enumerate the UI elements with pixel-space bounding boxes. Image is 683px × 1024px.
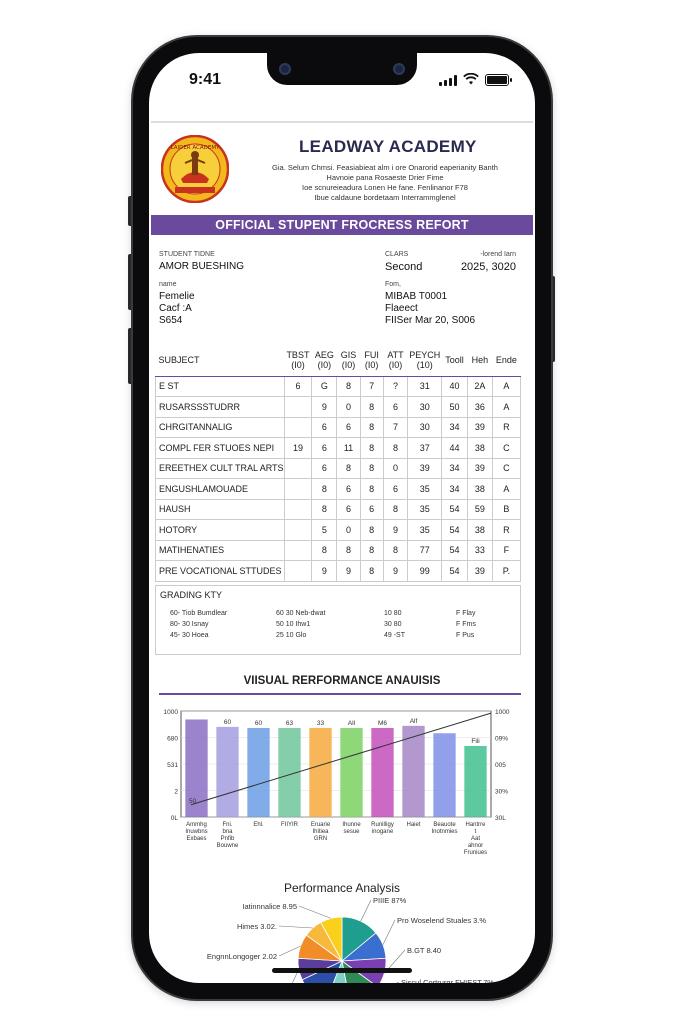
pie-label: Iatinnnalice 8.95 [242, 902, 297, 911]
column-header: ATT (I0) [383, 345, 408, 376]
status-bar [149, 53, 535, 113]
score-cell: 54 [442, 520, 468, 541]
score-cell: 8 [360, 397, 383, 418]
leader-line [279, 946, 301, 956]
y-tick-label: 0L [170, 815, 178, 822]
subject-cell: EREETHEX CULT TRAL ARTS [156, 458, 285, 479]
leader-line [361, 900, 371, 921]
class-value: Second [385, 261, 423, 273]
pie-label: Conneer Caltuel Ar. [223, 982, 289, 991]
wifi-icon [463, 73, 479, 86]
address-line: Ibue caldaune bordetaam Interrammglenel [314, 193, 456, 202]
student-details [159, 279, 195, 327]
phone-frame [133, 37, 551, 1015]
category-label: GRN [313, 836, 328, 842]
y-tick-label: 531 [167, 762, 178, 769]
score-cell: A [492, 479, 520, 500]
y-tick-label: 1000 [163, 709, 178, 716]
score-cell: 38 [467, 438, 492, 459]
leader-line [299, 906, 331, 918]
category-label: Beauote [433, 822, 456, 828]
score-cell: 9 [312, 561, 337, 582]
grading-key [155, 585, 521, 655]
category-label: bna [222, 829, 233, 835]
score-cell: 33 [467, 540, 492, 561]
score-cell: 8 [360, 479, 383, 500]
bar-value-label: M6 [377, 719, 388, 727]
grading-key-entry: F Fms [456, 621, 476, 628]
category-label: sesue [343, 829, 360, 835]
camera-icon [279, 63, 291, 75]
score-cell: C [492, 458, 520, 479]
score-cell: C [492, 438, 520, 459]
student-code: MIBAB T0001 [385, 291, 448, 302]
score-cell: 8 [383, 540, 408, 561]
student-section: Cacf :A [159, 303, 192, 314]
performance-pie-chart: PIIIE 87%Pro Woselend Stuales 3.%B.GT 8.40Siscul Cortrurgr FHIEST.7%Busnse Stuiles 60%09 Chrisian Religuie Stuiies 9.9%Conneer Caltuel Ar.EngnnLongoger 2.02Himes 3.02.Iatinnnalice 8.95 [206, 897, 494, 1015]
column-header: Tooll [442, 345, 468, 376]
category-label: Ihitiea [312, 829, 329, 835]
bar [464, 746, 486, 817]
school-name: LEADWAY ACADEMY [299, 137, 477, 156]
score-cell: 0 [383, 458, 408, 479]
score-cell: 39 [467, 417, 492, 438]
score-cell: 6 [312, 458, 337, 479]
category-label: inogane [371, 829, 394, 835]
score-cell: 38 [467, 479, 492, 500]
grading-key-entry: 60- Tiob Bumdlear [170, 610, 228, 617]
table-row [156, 520, 521, 541]
student-name: AMOR BUESHING [159, 261, 245, 272]
bar [433, 733, 455, 817]
category-label: Bouwne [216, 843, 239, 849]
score-cell: 44 [442, 438, 468, 459]
score-cell: B [492, 499, 520, 520]
score-cell: 54 [442, 499, 468, 520]
status-icons [439, 73, 509, 86]
score-cell [284, 540, 312, 561]
score-cell: 37 [408, 438, 442, 459]
score-cell: A [492, 376, 520, 397]
term-block [454, 249, 516, 273]
annotation-label: 50 [189, 798, 197, 805]
pie-chart-title: Performance Analysis [283, 881, 401, 895]
category-label: Inuwbns [185, 829, 208, 835]
student-id: S654 [159, 315, 183, 326]
column-header: FUI (I0) [360, 345, 383, 376]
student-gender: Femelie [159, 291, 195, 302]
score-cell: 39 [467, 458, 492, 479]
category-label: Runilligy [371, 822, 394, 828]
pie-label: Himes 3.02. [236, 922, 277, 931]
bar [371, 728, 393, 817]
subject-cell: E ST [156, 376, 285, 397]
cellular-signal-icon [439, 75, 457, 86]
score-cell: F [492, 540, 520, 561]
score-cell: 9 [312, 397, 337, 418]
grading-key-entry: 60 30 Neb-dwat [276, 610, 326, 617]
subject-cell: ENGUSHLAMOUADE [156, 479, 285, 500]
score-cell: 99 [408, 561, 442, 582]
score-cell: 6 [337, 479, 360, 500]
bar-value-label: 63 [285, 719, 294, 727]
table-row [156, 458, 521, 479]
y-tick-label: 2 [174, 788, 178, 796]
score-cell: 0 [337, 520, 360, 541]
table-row [156, 561, 521, 582]
leader-line [383, 920, 395, 945]
score-cell: 6 [383, 479, 408, 500]
bar-value-label: AIl [347, 719, 356, 727]
address-line: Gia. Selum Chmsi. Feasiabieat alm i ore Onarorid eaperianity Banth [272, 163, 498, 172]
pie-label: B.GT 8.40 [407, 946, 442, 955]
score-cell: 6 [383, 397, 408, 418]
divider [151, 121, 533, 123]
score-cell: 8 [360, 417, 383, 438]
score-cell: 34 [442, 417, 468, 438]
student-name-block [159, 249, 244, 273]
category-label: Eruarie [310, 822, 331, 828]
score-cell: 35 [408, 499, 442, 520]
column-header: GIS (I0) [337, 345, 360, 376]
score-cell: 35 [408, 520, 442, 541]
address-line: Havnoie pana Rosaeste Drier Fime [326, 173, 444, 182]
academy-logo [161, 135, 229, 203]
bar-value-label: Fili [471, 737, 480, 745]
bar [247, 728, 269, 817]
column-header: TBST (I0) [284, 345, 312, 376]
score-cell: 19 [284, 438, 312, 459]
score-cell: 6 [284, 376, 312, 397]
score-cell: 8 [360, 520, 383, 541]
score-cell [284, 397, 312, 418]
category-label: FIIYIR [280, 822, 299, 828]
score-cell: 8 [360, 540, 383, 561]
table-row [156, 540, 521, 561]
divider [159, 693, 521, 695]
score-cell: 8 [312, 499, 337, 520]
subject-cell: RUSARSSSTUDRR [156, 397, 285, 418]
score-cell [284, 479, 312, 500]
bar-value-label: 60 [254, 719, 263, 727]
address-line: Ioe scnureieadura Lonen He fane. Fenlinanor F78 [302, 183, 468, 192]
grades-table [155, 345, 521, 582]
column-header: Heh [467, 345, 492, 376]
subject-cell: HAUSH [156, 499, 285, 520]
score-cell: 8 [337, 458, 360, 479]
score-cell: 54 [442, 540, 468, 561]
table-row [156, 417, 521, 438]
score-cell: 8 [360, 458, 383, 479]
score-cell: 7 [383, 417, 408, 438]
table-header-row [156, 345, 521, 376]
score-cell: 9 [383, 520, 408, 541]
grading-key-entry: F Pus [456, 632, 475, 639]
y2-tick-label: 30% [495, 788, 509, 796]
pie-label: PIIIE 87% [373, 897, 407, 905]
column-header: AEG (I0) [312, 345, 337, 376]
subject-cell: COMPL FER STUOES NEPI [156, 438, 285, 459]
score-cell: 9 [383, 561, 408, 582]
score-cell [284, 458, 312, 479]
y2-tick-label: 1000 [495, 709, 510, 716]
logo-text: LAIDER ACADEMY [170, 145, 220, 151]
score-cell: 38 [467, 520, 492, 541]
report-date: FIISer Mar 20, S006 [385, 315, 476, 326]
term-value: 2025, 3020 [460, 261, 516, 273]
score-cell: 11 [337, 438, 360, 459]
category-label: Hantrre [465, 822, 486, 828]
score-cell: 40 [442, 376, 468, 397]
score-cell: 8 [360, 561, 383, 582]
column-header: SUBJECT [156, 345, 285, 376]
score-cell: 50 [442, 397, 468, 418]
subject-cell: PRE VOCATIONAL STTUDES [156, 561, 285, 582]
score-cell: 8 [312, 479, 337, 500]
home-indicator[interactable] [272, 968, 412, 973]
score-cell: 6 [337, 417, 360, 438]
subject-cell: HOTORY [156, 520, 285, 541]
score-cell: R [492, 417, 520, 438]
table-row [156, 438, 521, 459]
battery-icon [485, 74, 509, 86]
category-label: Fni. [222, 822, 233, 828]
score-cell: 8 [383, 499, 408, 520]
score-cell: ? [383, 376, 408, 397]
score-cell: 6 [312, 417, 337, 438]
form-label: Fom, [385, 281, 401, 288]
score-cell: 30 [408, 397, 442, 418]
class-label: CLARS [385, 251, 409, 258]
score-cell: 8 [360, 438, 383, 459]
bar [216, 727, 238, 817]
score-cell [284, 520, 312, 541]
score-cell: 8 [312, 540, 337, 561]
score-cell: 5 [312, 520, 337, 541]
score-cell: 2A [467, 376, 492, 397]
table-row [156, 479, 521, 500]
category-label: t [474, 829, 477, 835]
category-label: Fruniues [463, 850, 488, 856]
score-cell: 7 [360, 376, 383, 397]
notch [267, 53, 417, 85]
subject-cell: MATIHENATIES [156, 540, 285, 561]
category-label: Aat [470, 836, 481, 842]
score-cell: G [312, 376, 337, 397]
score-cell: 0 [337, 397, 360, 418]
student-status: Flaeect [385, 303, 418, 314]
score-cell [284, 499, 312, 520]
report-banner: OFFICIAL STUPENT FROCRESS REFORT [151, 215, 533, 235]
performance-bar-chart [155, 697, 527, 877]
category-label: Ehl. [253, 822, 264, 828]
bar-value-label: Alf [409, 717, 418, 725]
category-label: Pnfib [220, 836, 235, 842]
score-cell: 8 [337, 540, 360, 561]
category-label: Haiet [406, 822, 421, 828]
grading-key-entry: 25 10 Glo [276, 632, 307, 639]
grading-key-entry: F Flay [456, 610, 476, 617]
class-block [385, 249, 422, 273]
score-cell: 8 [383, 438, 408, 459]
grading-key-entry: 50 10 Ihw1 [276, 621, 311, 628]
grading-key-entry: 49 -ST [384, 632, 406, 639]
y-tick-label: 680 [167, 735, 178, 743]
table-row [156, 397, 521, 418]
score-cell: 6 [337, 499, 360, 520]
score-cell: 35 [408, 479, 442, 500]
score-cell: 6 [312, 438, 337, 459]
score-cell: 9 [337, 561, 360, 582]
grading-key-entry: 10 80 [384, 610, 402, 617]
screen [149, 53, 535, 1015]
score-cell: 36 [467, 397, 492, 418]
score-cell: 6 [360, 499, 383, 520]
score-cell: 59 [467, 499, 492, 520]
table-row [156, 499, 521, 520]
score-cell: 39 [408, 458, 442, 479]
bar-chart-title: VIISUAL RERFORMANCE ANAUISIS [243, 675, 441, 687]
score-cell: R [492, 520, 520, 541]
score-cell: 34 [442, 479, 468, 500]
category-label: Inotnmies [431, 829, 458, 835]
bar-value-label: 33 [316, 719, 325, 727]
sensor-icon [393, 63, 405, 75]
table-row [156, 376, 521, 397]
column-header: Ende [492, 345, 520, 376]
y2-tick-label: 005 [495, 762, 506, 769]
score-cell: 30 [408, 417, 442, 438]
category-label: Ihunne [342, 822, 361, 828]
details-label: name [159, 281, 177, 288]
bar-value-label: 60 [223, 718, 232, 726]
grading-key-entry: 80- 30 Isnay [170, 621, 209, 628]
score-cell: 54 [442, 561, 468, 582]
score-cell: 77 [408, 540, 442, 561]
term-label: -lorend Iarn [480, 251, 516, 258]
form-block [385, 279, 475, 327]
grading-key-entry: 45- 30 Hoea [170, 632, 209, 639]
score-cell [284, 417, 312, 438]
pie-label: EngnnLongoger 2.02 [206, 952, 277, 961]
score-cell: P. [492, 561, 520, 582]
score-cell: 39 [467, 561, 492, 582]
bar [340, 728, 362, 817]
student-name-label: STUDENT TIDNE [159, 251, 215, 258]
pie-label: Siscul Cortrurgr FHIEST.7% [401, 978, 494, 987]
score-cell [284, 561, 312, 582]
y2-tick-label: 30L [495, 815, 506, 822]
bar [309, 728, 331, 817]
column-header: PEYCH (10) [408, 345, 442, 376]
subject-cell: CHRGITANNALIG [156, 417, 285, 438]
score-cell: A [492, 397, 520, 418]
score-cell: 31 [408, 376, 442, 397]
score-cell: 34 [442, 458, 468, 479]
grading-key-title: GRADING KTY [160, 590, 223, 600]
category-label: ahnor [467, 843, 484, 849]
status-time: 9:41 [189, 71, 222, 88]
category-label: Ammhg [186, 822, 207, 828]
leader-line [279, 926, 313, 928]
score-cell: 8 [337, 376, 360, 397]
category-label: Exbaes [186, 836, 207, 842]
y2-tick-label: 09% [495, 735, 509, 743]
grading-key-entry: 30 80 [384, 621, 402, 628]
pie-label: Pro Woselend Stuales 3.% [397, 916, 487, 925]
